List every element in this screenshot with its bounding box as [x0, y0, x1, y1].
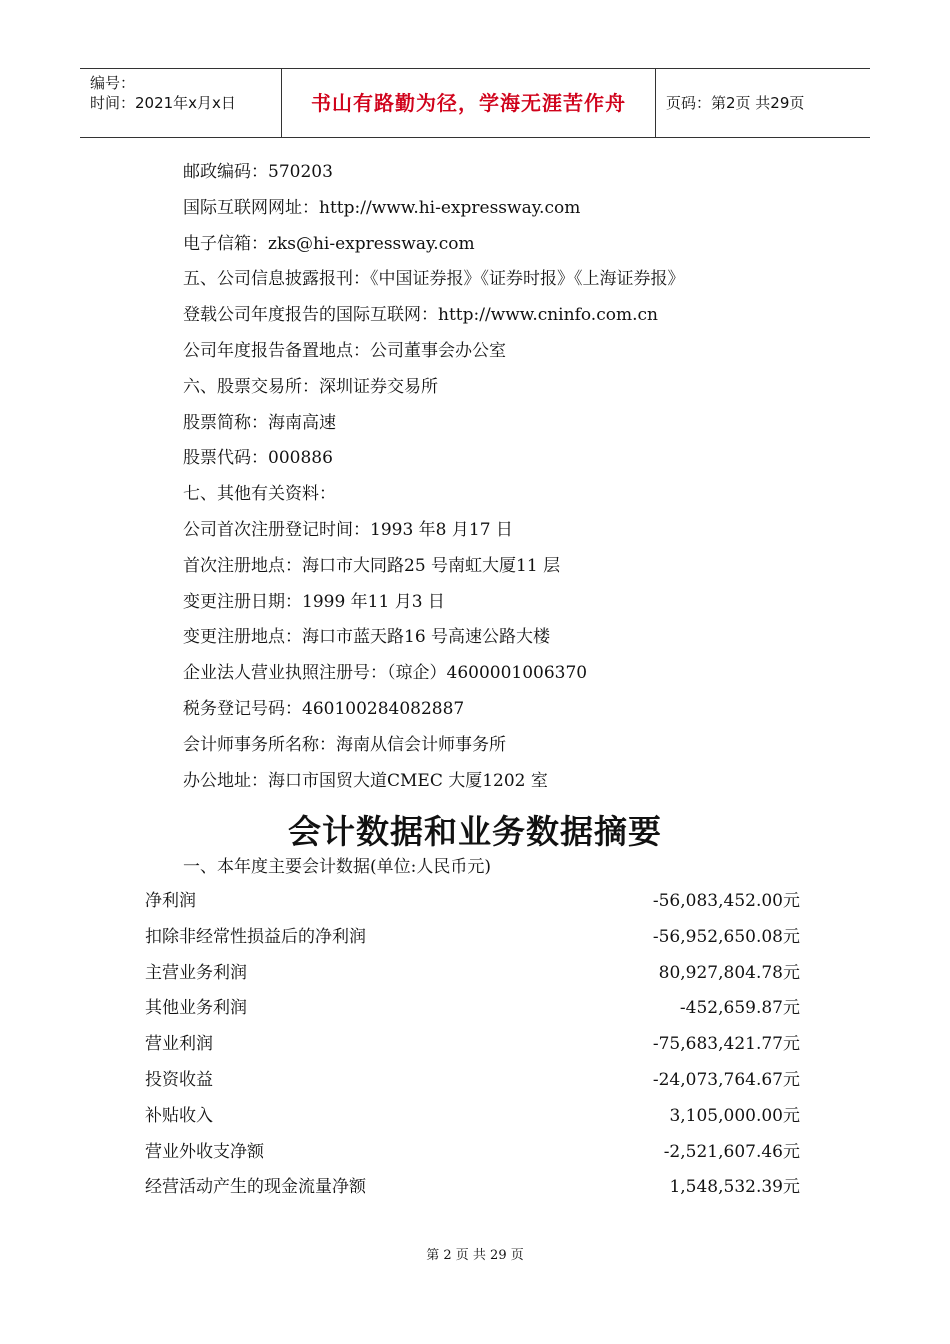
time-label: 时间：2021年x月x日	[90, 94, 236, 112]
section-title: 会计数据和业务数据摘要	[288, 812, 662, 851]
info-line: 公司首次注册登记时间：1993 年8 月17 日	[183, 519, 513, 540]
info-line: 六、股票交易所：深圳证券交易所	[183, 376, 438, 397]
row-label: 主营业务利润	[145, 962, 247, 983]
info-line: 股票简称：海南高速	[183, 412, 336, 433]
info-line: 会计师事务所名称：海南从信会计师事务所	[183, 734, 506, 755]
row-value: -452,659.87元	[679, 998, 800, 1019]
header-motto: 书山有路勤为径，学海无涯苦作舟	[282, 69, 656, 137]
info-line: 办公地址：海口市国贸大道CMEC 大厦1202 室	[183, 770, 548, 791]
accounting-data-table	[145, 884, 800, 1206]
row-value: -56,952,650.08元	[652, 926, 800, 947]
info-line: 七、其他有关资料：	[183, 484, 336, 505]
info-line: 邮政编码：570203	[183, 162, 333, 182]
number-label: 编号：	[90, 74, 136, 92]
table-row	[145, 1135, 800, 1171]
info-line: 税务登记号码：460100284082887	[183, 698, 465, 719]
page-header	[80, 68, 870, 138]
info-line: 公司年度报告备置地点：公司董事会办公室	[183, 340, 506, 361]
table-row	[145, 920, 800, 956]
row-label: 营业利润	[145, 1034, 213, 1055]
info-line: 首次注册地点：海口市大同路25 号南虹大厦11 层	[183, 555, 561, 576]
info-line: 五、公司信息披露报刊：《中国证券报》《证券时报》《上海证券报》	[183, 269, 685, 290]
row-value: -24,073,764.67元	[652, 1069, 800, 1090]
info-line: 企业法人营业执照注册号：（琼企）4600001006370	[183, 663, 588, 684]
table-row	[145, 1170, 800, 1206]
row-value: 80,927,804.78元	[658, 962, 800, 983]
table-row	[145, 956, 800, 992]
info-line: 电子信箱：zks@hi-expressway.com	[183, 233, 475, 254]
info-line: 变更注册日期：1999 年11 月3 日	[183, 591, 445, 612]
row-value: -75,683,421.77元	[652, 1034, 800, 1055]
row-label: 投资收益	[145, 1069, 213, 1090]
row-label: 净利润	[145, 891, 196, 911]
info-line: 股票代码：000886	[183, 448, 333, 469]
info-line: 国际互联网网址：http://www.hi-expressway.com	[183, 197, 581, 218]
row-label: 扣除非经常性损益后的净利润	[145, 926, 366, 947]
info-line: 变更注册地点：海口市蓝天路16 号高速公路大楼	[183, 627, 551, 648]
row-label: 其他业务利润	[145, 998, 247, 1019]
table-row	[145, 884, 800, 920]
row-value: -56,083,452.00元	[652, 891, 800, 911]
company-info	[183, 155, 863, 799]
row-label: 经营活动产生的现金流量净额	[145, 1177, 366, 1198]
page-footer: 第 2 页 共 29 页	[426, 1248, 524, 1263]
table-row	[145, 1027, 800, 1063]
table-row	[145, 1099, 800, 1135]
row-value: 3,105,000.00元	[669, 1105, 800, 1126]
table-row	[145, 991, 800, 1027]
header-meta	[80, 69, 282, 137]
row-label: 补贴收入	[145, 1105, 213, 1126]
info-line: 登载公司年度报告的国际互联网：http://www.cninfo.com.cn	[183, 305, 658, 326]
header-page-number: 页码：第2页 共29页	[666, 94, 805, 112]
table-row	[145, 1063, 800, 1099]
row-value: 1,548,532.39元	[669, 1177, 800, 1198]
row-label: 营业外收支净额	[145, 1141, 264, 1162]
section-subtitle: 一、本年度主要会计数据(单位:人民币元)	[183, 857, 491, 877]
row-value: -2,521,607.46元	[663, 1141, 800, 1162]
